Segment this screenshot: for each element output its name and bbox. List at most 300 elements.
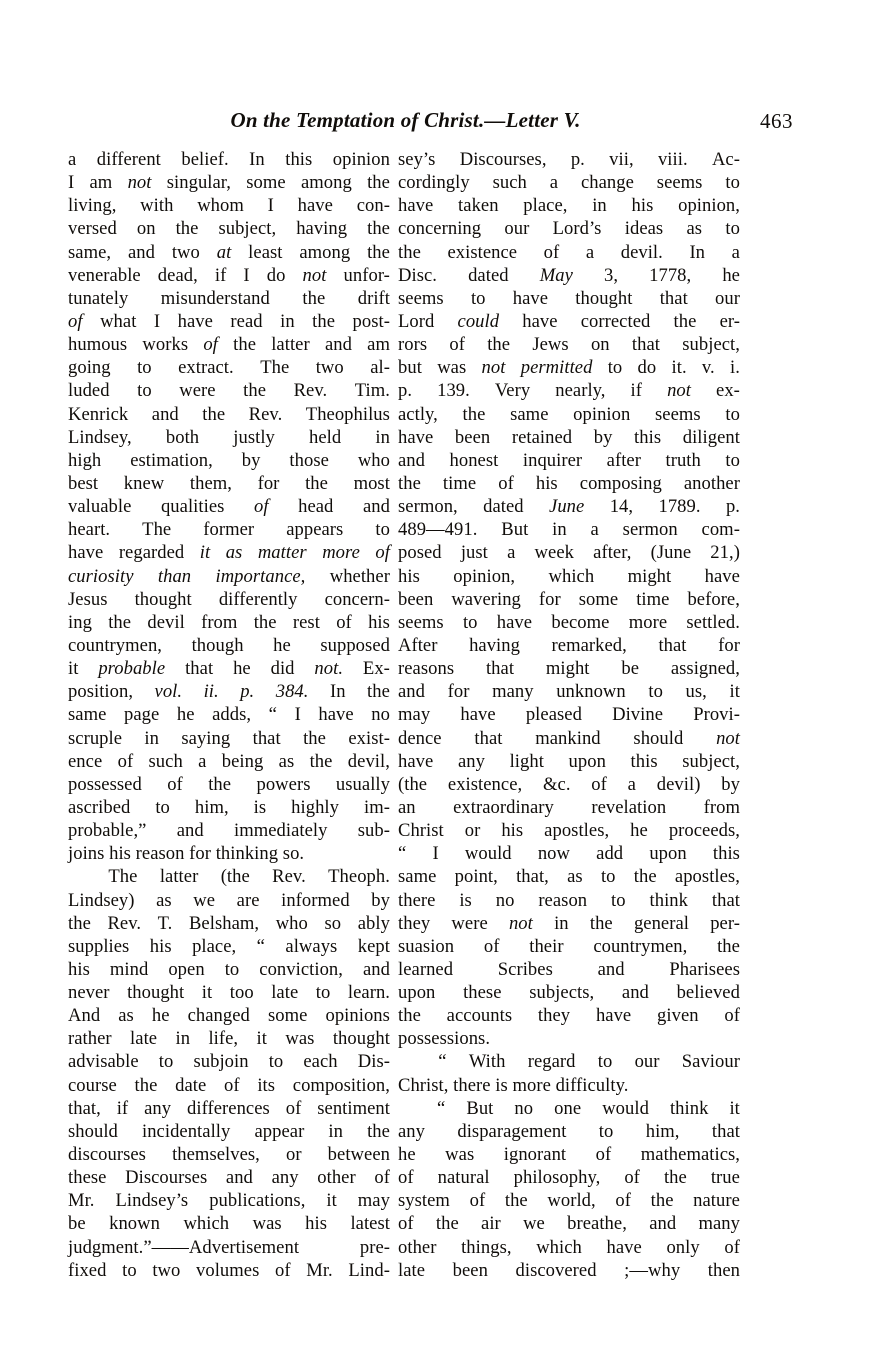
word: or [285, 1144, 302, 1166]
word: Kenrick [68, 403, 129, 425]
word: to [725, 449, 740, 471]
word: no [371, 704, 390, 726]
word: the [650, 1190, 674, 1212]
word: not [127, 172, 152, 194]
text-line [68, 750, 390, 773]
word: permitted [520, 357, 593, 379]
word: I [153, 310, 161, 332]
word: which [536, 1236, 582, 1258]
word: in [375, 426, 390, 448]
word: informed [281, 889, 350, 911]
word: but [398, 357, 422, 379]
text-line [398, 773, 740, 796]
word: not. [314, 658, 344, 680]
word: matter [257, 542, 307, 564]
word: Disc. [398, 264, 437, 286]
word: do [266, 264, 286, 286]
word: thought [127, 982, 185, 1004]
word: I [243, 264, 250, 286]
word: the [367, 241, 390, 263]
word: 14, [609, 496, 634, 518]
word: Belsham, [188, 912, 260, 934]
word: actly, [398, 403, 438, 425]
text-line [68, 1074, 390, 1097]
word: apostles, [544, 820, 610, 842]
word: the [487, 334, 511, 356]
text-line [68, 657, 390, 680]
word: and [225, 1167, 253, 1189]
word: con- [356, 195, 390, 217]
word: philosophy, [513, 1167, 601, 1189]
word: “ [398, 843, 407, 865]
word: some [578, 588, 619, 610]
word: and [127, 241, 155, 263]
word: knew [123, 472, 165, 494]
word: highly [291, 796, 339, 818]
word: on [136, 218, 156, 240]
word: any [271, 1167, 299, 1189]
word: of [275, 1259, 291, 1281]
word: honest [449, 449, 499, 471]
word: point, [454, 866, 498, 888]
text-line [398, 611, 740, 634]
text-line [68, 727, 390, 750]
word: (the [220, 866, 250, 888]
word: in [328, 1120, 343, 1142]
word: many [698, 1213, 740, 1235]
word: most [353, 472, 390, 494]
word: their [529, 935, 564, 957]
word: add [596, 843, 624, 865]
word: p. [398, 380, 413, 402]
text-line [68, 217, 390, 240]
word: think [669, 1097, 709, 1119]
word: not [667, 380, 691, 402]
word: the [398, 472, 421, 494]
text-line [68, 1212, 390, 1235]
word: discovered [515, 1259, 597, 1281]
word: viii. [657, 149, 688, 170]
word: Saviour [681, 1051, 740, 1073]
word: probable [98, 658, 166, 680]
word: the [673, 310, 697, 332]
word: think [649, 889, 688, 911]
word: these [68, 1167, 107, 1189]
word: is [459, 889, 472, 911]
word: to [122, 1259, 137, 1281]
word: now [537, 843, 570, 865]
word: we [193, 889, 216, 911]
word: at [216, 241, 232, 263]
text-line [398, 472, 740, 495]
word: and [324, 334, 352, 356]
word: of [203, 334, 218, 356]
word: that [658, 634, 687, 656]
word: in [144, 727, 159, 749]
text-line [68, 148, 390, 171]
word: week [534, 542, 574, 564]
text-line [68, 1027, 390, 1050]
word: i. [730, 357, 740, 379]
word: the [717, 935, 740, 957]
word: subject, [682, 334, 740, 356]
text-line [68, 449, 390, 472]
word: dence [398, 727, 442, 749]
word: he [233, 658, 251, 680]
word: a [590, 519, 599, 541]
word: in [175, 1028, 191, 1050]
word: am [367, 334, 390, 356]
word: the [633, 866, 657, 888]
word: some [267, 1005, 308, 1027]
word: the [589, 912, 613, 934]
word: was [252, 1213, 282, 1235]
word: disparagement [457, 1120, 567, 1142]
word: his [68, 958, 90, 980]
word: his [501, 820, 524, 842]
word: thought [134, 588, 192, 610]
word: of [624, 1167, 640, 1189]
word: system [398, 1190, 450, 1212]
word: who [275, 912, 308, 934]
word: of [224, 1074, 240, 1096]
word: more [628, 611, 668, 633]
text-line [68, 1189, 390, 1212]
running-head [0, 108, 873, 138]
word: late [130, 1028, 158, 1050]
word: life, [208, 1028, 239, 1050]
text-line [68, 634, 390, 657]
word: mathematics, [640, 1144, 740, 1166]
word: of [253, 496, 269, 518]
word: of [591, 773, 607, 795]
word: Mr. [306, 1259, 333, 1281]
word: two [152, 1259, 181, 1281]
word: air [481, 1213, 501, 1235]
word: it [729, 1097, 740, 1119]
text-line [68, 1236, 390, 1259]
word: are [236, 889, 260, 911]
word: that, [516, 866, 549, 888]
word: subjects, [529, 982, 595, 1004]
text-line [68, 565, 390, 588]
word: he [151, 1005, 170, 1027]
word: scruple [68, 727, 123, 749]
text-line [68, 194, 390, 217]
word: whom [197, 195, 244, 217]
text-line [398, 148, 740, 171]
word: our [634, 1051, 660, 1073]
word: After [398, 634, 438, 656]
word: regard [527, 1051, 576, 1073]
word: the [504, 1190, 528, 1212]
word: world, [547, 1190, 596, 1212]
word: change [580, 172, 634, 194]
word: powers [256, 773, 311, 795]
text-line [68, 518, 390, 541]
word: of [117, 750, 134, 772]
word: the [367, 681, 390, 703]
word: But [466, 1097, 494, 1119]
word: any [457, 750, 485, 772]
word: latter [271, 334, 310, 356]
word: ascribed [68, 796, 131, 818]
word: he [722, 264, 740, 286]
word: I [267, 195, 274, 217]
word: to [598, 1120, 614, 1142]
word: been [398, 588, 434, 610]
word: humous [68, 334, 128, 356]
word: Tim. [354, 380, 390, 402]
word: he [176, 704, 195, 726]
word: might [545, 658, 590, 680]
word: have [398, 195, 434, 217]
word: ideas [624, 218, 664, 240]
word: In [329, 681, 346, 703]
word: of [374, 1167, 390, 1189]
word: to [725, 172, 740, 194]
word: Very [494, 380, 531, 402]
word: latter [159, 866, 199, 888]
text-line [68, 241, 390, 264]
text-line [68, 796, 390, 819]
text-line [68, 310, 390, 333]
word: appear [254, 1120, 305, 1142]
word: the [398, 241, 421, 263]
word: ably [357, 912, 390, 934]
word: true [710, 1167, 740, 1189]
word: for [538, 588, 561, 610]
word: it [68, 658, 79, 680]
text-line [398, 241, 740, 264]
word: of [483, 935, 500, 957]
word: learned [398, 958, 454, 980]
word: the [398, 1005, 421, 1027]
word: some [246, 172, 286, 194]
text-line [398, 819, 740, 842]
text-line [398, 912, 740, 935]
word: thought [332, 1028, 390, 1050]
word: there [398, 889, 436, 911]
word: vii, [609, 149, 634, 170]
word: apostles, [674, 866, 740, 888]
word: its [257, 1074, 276, 1096]
word: he [398, 1144, 416, 1166]
word: having [296, 218, 348, 240]
word: he [273, 634, 291, 656]
page-title: On the Temptation of Christ.—Letter V. [230, 108, 581, 132]
word: if [630, 380, 643, 402]
text-line [68, 264, 390, 287]
text-line [398, 403, 740, 426]
word: concern- [324, 588, 390, 610]
text-line [398, 1004, 740, 1027]
text-line: Christ, there is more difficulty. [398, 1074, 629, 1096]
word: inquirer [522, 449, 583, 471]
word: this [630, 750, 658, 772]
word: possessed [68, 773, 142, 795]
word: never [68, 982, 110, 1004]
text-line [398, 171, 740, 194]
text-line [68, 680, 390, 703]
word: adds, [212, 704, 252, 726]
word: heart. [68, 519, 111, 541]
word: have [460, 704, 496, 726]
word: And [68, 1005, 101, 1027]
word: and [176, 820, 204, 842]
word: from [201, 611, 238, 633]
word: post- [352, 310, 390, 332]
word: advisable [68, 1051, 139, 1073]
text-line [68, 611, 390, 634]
text-line [398, 379, 740, 402]
word: tunately [68, 287, 129, 309]
word: natural [437, 1167, 490, 1189]
word: from [703, 796, 740, 818]
word: am [89, 172, 113, 194]
word: the [435, 1213, 459, 1235]
word: of [285, 1097, 302, 1119]
word: opinion [573, 403, 631, 425]
word: retained [511, 426, 573, 448]
word: as [278, 750, 295, 772]
word: sentiment [317, 1097, 390, 1119]
word: no [495, 889, 515, 911]
word: as [567, 866, 583, 888]
text-line [398, 865, 740, 888]
word: of [543, 241, 560, 263]
word: al- [370, 357, 390, 379]
word: themselves, [172, 1144, 260, 1166]
word: open [168, 958, 205, 980]
text-line [398, 796, 740, 819]
word: have [496, 611, 533, 633]
word: with [140, 195, 174, 217]
text-line [68, 333, 390, 356]
word: of [724, 1236, 740, 1258]
text-line [68, 865, 390, 888]
word: subjoin [193, 1051, 249, 1073]
text-line [68, 889, 390, 912]
word: countrymen, [593, 935, 688, 957]
word: among [299, 241, 351, 263]
text-line [68, 773, 390, 796]
word: held [309, 426, 342, 448]
word: by [241, 449, 261, 471]
word: going [68, 357, 111, 379]
text-line [68, 819, 390, 842]
word: May [539, 264, 573, 286]
text-line [398, 194, 740, 217]
word: do [637, 357, 657, 379]
word: seems [398, 611, 444, 633]
text-line [398, 703, 740, 726]
word: subject, [218, 218, 277, 240]
word: would [464, 843, 512, 865]
word: upon [568, 750, 606, 772]
word: differences [187, 1097, 270, 1119]
word: two [171, 241, 200, 263]
text-line [68, 403, 390, 426]
word: composing [579, 472, 662, 494]
word: luded [68, 380, 110, 402]
word: for [257, 472, 280, 494]
text-line [398, 1120, 740, 1143]
text-line [398, 1212, 740, 1235]
word: place, [523, 195, 568, 217]
word: between [327, 1144, 390, 1166]
word: and [151, 403, 179, 425]
word: In [689, 241, 706, 263]
word: another [683, 472, 740, 494]
word: I [68, 172, 75, 194]
text-line [398, 588, 740, 611]
word: of [615, 1190, 631, 1212]
word: not [508, 912, 533, 934]
word: conviction, [259, 958, 343, 980]
word: p. [570, 149, 585, 170]
word: ence [68, 750, 103, 772]
word: it [199, 542, 211, 564]
word: been [452, 1259, 488, 1281]
word: incidentally [141, 1120, 231, 1142]
word: to [462, 611, 478, 633]
text-line [398, 1166, 740, 1189]
word: should [633, 727, 684, 749]
word: though [191, 634, 244, 656]
word: truth [665, 449, 701, 471]
word: opinions [325, 1005, 390, 1027]
word: breathe, [567, 1213, 627, 1235]
word: our [715, 287, 740, 309]
word: belief. [181, 149, 229, 170]
word: pre- [359, 1236, 390, 1258]
word: wavering [451, 588, 521, 610]
word: have [704, 565, 740, 587]
word: devil. [620, 241, 663, 263]
word: each [303, 1051, 338, 1073]
word: which [548, 565, 595, 587]
word: the [68, 912, 91, 934]
word: T. [157, 912, 173, 934]
word: Theoph. [328, 866, 390, 888]
word: have [512, 287, 549, 309]
word: than [157, 565, 192, 587]
word: Dis- [357, 1051, 390, 1073]
word: discourses [68, 1144, 146, 1166]
word: justly [233, 426, 275, 448]
word: usually [335, 773, 390, 795]
text-line [68, 935, 390, 958]
text-line [398, 1097, 740, 1120]
word: to [155, 796, 170, 818]
word: have [606, 1236, 642, 1258]
word: saying [181, 727, 231, 749]
text-line [398, 842, 740, 865]
word: and [362, 958, 390, 980]
word: his [368, 611, 390, 633]
word: time [442, 472, 477, 494]
word: late [271, 982, 299, 1004]
word: did [270, 658, 295, 680]
text-line [398, 1236, 740, 1259]
word: versed [68, 218, 117, 240]
word: posed [398, 542, 442, 564]
text-line [398, 217, 740, 240]
text-line [398, 333, 740, 356]
word: qualities [160, 496, 225, 518]
word: seems [656, 172, 703, 194]
